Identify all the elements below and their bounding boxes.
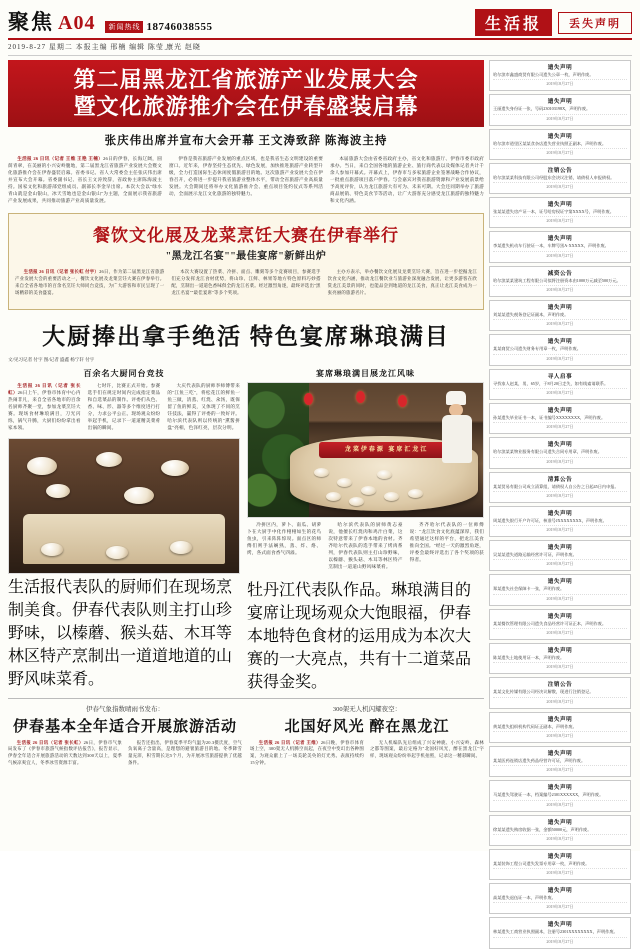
classified-ad-title: 遗失声明 [547,65,573,71]
section3-subhead-right: 宴席琳琅满目展龙江风味 [316,368,415,378]
classified-ad-date: 2019年8月27日 [493,594,627,602]
classified-ad [489,883,631,914]
section3-right-columns [247,518,484,577]
classified-ad-date: 2019年8月27日 [493,319,627,327]
classified-ad [489,437,631,468]
classified-ad-date: 2019年8月27日 [493,354,627,362]
lantern-icon [356,391,365,403]
article-text: 26日晚，伊春市体育场上空，300架无人机腾空而起，在夜空中变幻出各种图案，为观众献上了一场美轮美奂的灯光秀。表演持续约15分钟。 [250,739,364,765]
article-text: 无人机编队先后组成了兴安神鹿、小兴安岭、森林之都等图案，最后定格为"北国好风光，醉在黑龙江"字样，现场观众纷纷举起手机拍照，记录这一精彩瞬间。 [370,739,484,759]
classified-ad-date: 2019年8月27日 [493,662,627,670]
dish [408,489,423,498]
classified-ad-date: 2019年8月27日 [493,251,627,259]
hotline-badge: 新闻热线 [105,21,143,33]
article-text: 大庆代表队的厨师李师傅带来的"江鱼三吃"，将松花江的鲜鱼一鱼三做，清蒸、红烧、氽汤，既保留了鱼的鲜美，又体现了不同的烹饪技法，赢得了评委的一致好评。哈尔滨代表队则以传统的"熏酱拼盘"亮相，色泽红亮，层次分明。 [167,382,241,431]
article-column [88,382,161,434]
classified-ad [489,472,631,503]
masthead-left [8,6,212,36]
classified-ad-date: 2019年8月27日 [493,422,627,430]
classified-ad-title: 遗失声明 [547,819,573,826]
classified-ad-date: 2019年8月27日 [493,79,627,87]
article-column [370,740,484,769]
classified-ad [489,917,631,948]
classified-ad [489,197,631,228]
chef-face [449,404,463,416]
classified-ad-body: 黄某遗失组织机构代码证正副本，声明作废。 [493,723,577,729]
article-text: 26日上午，伊春市体育中心内热闹非凡，来自全省各地市的百余名厨师齐聚一堂，参加龙菜烹饪大赛。现场食材琳琅满目，刀光闪烁，锅气升腾，大厨们纷纷拿出看家本领。 [8,389,81,431]
section-culinary-exhibition [8,213,484,309]
classified-ad [489,746,631,777]
article-column [167,382,240,434]
classified-ad [489,369,631,400]
article-text: 26日的伊春，长海辽阔，圆荫青翠，在美丽的小兴安岭腹地，第二届黑龙江省旅游产业发展大会暨文化旅游推介会在伊春盛装启幕。省委书记、省人大常委会主任张庆伟出席并宣布大会开幕。省委副书记、省长王文涛致辞，省政协主席陈海波主持。国家文化和旅游部党组成员、副部长李金早出席。本次大会以"绿水青山就是金山银山，冰天雪地也是金山银山"为主题，全面展示我省旅游产业发展成果，共同推动旅游产业高质量发展。 [8,155,162,204]
section3-right [247,365,484,692]
dish [326,492,341,501]
classified-ad-date: 2019年8月27日 [493,182,627,190]
classified-ad-date: 2019年8月27日 [493,834,627,842]
classified-ad-title: 遗失声明 [547,236,573,243]
chef-figure [440,391,474,465]
classified-ad-title: 遗失声明 [547,613,573,620]
lost-notice-header: 丢失声明 [558,12,632,34]
classified-ad-title: 遗失声明 [547,648,573,655]
bottom-story-right [250,704,484,769]
section2-subtitle: "黑龙江名宴""最佳宴席"新鲜出炉 [165,251,327,263]
page-number: A04 [58,12,96,34]
classified-ad-title: 遗失声明 [547,579,573,586]
classified-ad-date: 2019年8月27日 [493,388,627,396]
classified-ad [489,712,631,743]
bottom-story-left [8,704,242,769]
article-text: 26日，作为第二届黑龙江省旅游产业发展大会的重要活动之一，餐饮文化展及龙菜烹饪大赛在伊春举行。来自全省各地市的百余名烹饪大师同台竞技，为广大游客和市民呈现了一场精彩的美食盛宴。 [15,269,165,295]
article-column [328,521,402,573]
classified-ad-body: 某某餐饮管理有限公司遗失食品经营许可证正本，声明作废。 [493,620,607,626]
classified-ad-body: 某某商贸公司遗失财务专用章一枚，声明作废。 [493,346,581,352]
article-text: 七时许，比赛正式开始。参赛选手们在规定时间内完成指定菜品和自选菜品的制作。评委们从色、香、味、形、器等多个维度进行打分，力求公平公正。现场观众纷纷举起手机，记录下一道道精美菜肴出锅的瞬间。 [87,382,161,431]
bottom-left-kicker: 伊春气象指数晴雨书发布： [86,705,164,713]
article-lead: 生活报 26 日讯（记者 王维 王艳 王楠） [17,155,104,161]
classified-ad-title: 遗失声明 [547,888,573,895]
classified-ad [489,643,631,674]
article-column [328,269,477,298]
classified-ad-title: 遗失声明 [547,785,573,792]
photo-caption-left: 生活报代表队的厨师们在现场烹制美食。伊春代表队则主打山珍野味，以榛蘑、猴头菇、木耳等林区特产烹制出一道道地道的山野风味菜肴。 [8,578,233,688]
photo-dishes [8,438,240,574]
classified-ad-body: 哈尔滨市鑫盛商贸有限公司遗失公章一枚，声明作废。 [493,72,594,77]
classified-ad [489,780,631,811]
classified-ad-title: 遗失声明 [547,853,573,860]
classified-ads-column [489,60,631,944]
classified-ad-date: 2019年8月27日 [493,491,627,499]
classified-ad-body: 哈尔滨市道里区某某食杂店遗失营业执照正副本，声明作废。 [493,140,607,146]
bottom-right-columns [250,740,484,769]
page-body [8,60,632,944]
classified-ad-title: 遗失声明 [547,750,573,757]
dish [161,460,189,476]
classified-ad [489,129,631,160]
classified-ad-body: 陈某遗失土地使用证一本，声明作废。 [493,655,565,661]
article-column [330,155,484,207]
classified-ad-title: 遗失声明 [547,442,573,449]
section3-left [8,365,240,692]
classified-ad [489,94,631,125]
classified-ad-body: 郑某遗失社会保障卡一张，声明作废。 [493,586,565,592]
classified-ad [489,506,631,537]
section2-columns [15,266,477,302]
dish [349,497,364,506]
classified-ad-date: 2019年8月27日 [493,731,627,739]
dish [124,487,154,504]
chef-hat [446,391,466,405]
article-column [247,521,321,573]
classified-ad-body: 马某遗失驾驶证一本，档案编号2301XXXXXX，声明作废。 [493,792,604,798]
classified-ad-title: 遗失声明 [547,339,573,346]
classified-ad-title: 遗失声明 [547,99,573,106]
banquet-banner-text: 龙菜伊春源 宴席汇龙江 [344,446,429,453]
classified-ad-body: 孙某遗失毕业证书一本，证书编号XXXXXXXX，声明作废。 [493,414,606,420]
classified-ad-title: 清算公告 [547,476,573,483]
article-column [128,740,242,769]
classified-ad [489,677,631,708]
article-lead: 生活报 26 日讯（记者 张长虹） [16,739,84,745]
classified-ad [489,403,631,434]
classified-ad-date: 2019年8月27日 [493,216,627,224]
main-column [8,60,484,820]
article-column [15,269,164,298]
classified-ad-body: 哈尔滨某某物业服务有限公司遗失合同专用章，声明作废。 [493,449,602,455]
classified-ad [489,163,631,194]
classified-ad-title: 遗失声明 [547,133,573,140]
classified-ad [489,609,631,640]
bottom-left-columns [8,740,242,769]
article-column [8,382,81,434]
dish [384,492,399,501]
classified-ad-title: 遗失声明 [547,545,573,552]
article-lead: 生活报 26 日讯（记者 王维） [258,739,321,745]
paper-logo: 生活报 [475,9,552,36]
classified-ad-body: 寻找家人赵某，男，65岁，于8月20日走失，如有线索请联系。 [493,380,609,386]
classified-ad-body: 吴某某遗失道路运输经营许可证，声明作废。 [493,552,577,558]
classified-ad-body: 某某贸易有限公司成立清算组，请债权人自公告之日起45日内申报。 [493,483,619,489]
article-text: 伊春是我省旅游产业发展的重点区域，也是我省生态文明建设的重要窗口。近年来，伊春坚持生态优先、绿色发展，加快推进旅游产业转型升级，全力打造国际生态休闲度假旅游目的地。这次旅游产业发展大会在伊春召开，必将进一步提升我省旅游业整体水平，带动全省旅游产业高质量发展。大会期间还将举办文化旅游推介会、重点项目签约仪式等系列活动，全面展示龙江文化旅游的独特魅力。 [169,155,323,197]
classified-ad [489,574,631,605]
classified-ad-body: 哈尔滨某某建筑工程有限公司拟将注册资本由1000万元减至500万元。 [493,277,621,283]
classified-ad-title: 减资公告 [547,270,573,277]
classified-ad-body: 某某文化传媒有限公司经决议解散，现进行注销登记。 [493,689,594,695]
classified-ad-date: 2019年8月27日 [493,765,627,773]
section3-byline: 文/见习记者 付宇 图/记者 盛鑫 杨宁轩 付宇 [8,356,95,362]
article-lead: 生活报 26 日讯（记者 张长虹 付宇） [23,269,100,275]
banquet-banner [319,442,455,458]
bottom-right-title: 北国好风光 醉在黑龙江 [284,718,450,735]
classified-ad-title: 寻人启事 [547,373,573,380]
classified-ad-date: 2019年8月27日 [493,148,627,156]
article-text: 报告还指出，伊春夏季平均气温为20.3摄氏度，空气负氧离子含量高，是理想的避暑旅游目的地。冬季降雪量充沛，积雪期长达5个月，为开展冰雪旅游提供了优越条件。 [128,739,242,765]
classified-ad-body: 李某遗失机动车行驶证一本，车牌号黑A·XXXXX，声明作废。 [493,243,609,249]
article-column [171,269,320,298]
bottom-left-title: 伊春基本全年适合开展旅游活动 [12,718,237,735]
article-text: 哈尔滨代表队的厨师黄志豪说，他擅长红烧肉和鸡汁白菜，这次特意带来了伊春本地的食材。齐齐哈尔代表队的选手带来了烤肉系列，伊春代表队则主打山珍野味，以榛蘑、猴头菇、木耳等林区特产烹制出一道道山野风味菜肴。 [328,521,403,570]
classified-ad [489,540,631,571]
photo-caption-right: 牡丹江代表队作品。琳琅满目的宴席让现场观众大饱眼福，伊春本地特色食材的运用成为本次大赛的一大亮点，共有十二道菜品获得金奖。 [247,581,472,691]
classified-ad [489,815,631,846]
classified-ad-date: 2019年8月27日 [493,457,627,465]
article-text: 本次大赛设置了热菜、冷拼、面点、雕刻等多个竞赛项目，参赛选手们充分发挥龙江食材优势，将山珍、江鲜、林果等地方特色原料巧妙搭配，烹制出一道道色香味俱全的龙江名菜。经过激烈角逐，最终评选出"黑龙江名宴""最佳宴席"等多个奖项。 [171,269,321,295]
classified-ad-body: 徐某某遗失购房收据一张，金额50000元，声明作废。 [493,826,592,832]
article-text: 本届旅游大会由省委省政府主办，省文化和旅游厅、伊春市委市政府承办。当日，来自全国各地的旅游企业、旅行商代表以及媒体记者共计千余人参加开幕式。开幕式上，伊春市与多家旅游企业签署战略合作协议，一批重点旅游项目落户伊春。与会嘉宾对我省旅游资源和产业发展前景给予高度评价，认为龙江旅游大有可为、未来可期。大会还同期举办了旅游商品展销、特色美食节等活动，让广大游客充分感受龙江旅游的独特魅力和文化内涵。 [330,155,484,204]
classified-ad-date: 2019年8月27日 [493,628,627,636]
classified-ad-title: 遗失声明 [547,202,573,209]
classified-ad-date: 2019年8月27日 [493,902,627,910]
section3-body [8,365,484,692]
hotline-number: 18746038555 [146,21,213,33]
bottom-right-kicker: 300架无人机闪耀夜空： [332,705,402,713]
article-column [8,740,122,769]
dish [170,541,192,554]
classified-ad [489,231,631,262]
classified-ad-date: 2019年8月27日 [493,937,627,945]
classified-ad-body: 张某某遗失房产证一本，证号哈房权证字第XXXX号，声明作废。 [493,209,614,215]
classified-ad [489,266,631,297]
bottom-stories [8,698,484,769]
classified-ad-date: 2019年8月27日 [493,868,627,876]
hero-subheadline: 张庆伟出席并宣布大会开幕 王文涛致辞 陈海波主持 [104,134,388,147]
classified-ad-title: 注销公告 [547,167,573,174]
hero-headline-line2: 暨文化旅游推介会在伊春盛装启幕 [73,93,419,119]
article-text: 齐齐哈尔代表队的一位师傅说："龙江饮食文化底蕴深厚，我们希望通过这样的平台，把龙江美食推向全国。"经过一天的激烈角逐，评委会最终评选出了各个奖项的获得者。 [409,521,484,563]
article-text: 冷拼区内，萝卜、南瓜、胡萝卜在大厨手中化作栩栩如生的花鸟鱼虫，引来阵阵惊叹。面点区的师傅们则手法娴熟，蒸、炸、烙、烤，各式面食香气四溢。 [247,521,322,556]
classified-ad-date: 2019年8月27日 [493,697,627,705]
section3-title: 大厨捧出拿手绝活 特色宴席琳琅满目 [42,323,450,349]
article-lead: 生活报 26 日讯（记者 张长虹） [8,382,81,395]
hero-banner [8,60,484,127]
classified-ad [489,60,631,91]
article-text: 主办方表示，举办餐饮文化展及龙菜烹饪大赛，旨在进一步挖掘龙江饮食文化内涵，推动龙江餐饮业与旅游业深度融合发展，让更多游客在欣赏龙江美景的同时，也能品尝到地道的龙江美食，真正让龙江美食成为一张亮丽的旅游名片。 [327,269,477,295]
article-column [410,521,484,573]
classified-ad-title: 遗失声明 [547,510,573,517]
hero-article-columns [8,152,484,211]
classified-ad-date: 2019年8月27日 [493,114,627,122]
masthead [8,6,632,40]
page-title: 聚焦 [8,10,54,34]
classified-ad-body: 高某遗失退伍证一本，声明作废。 [493,895,556,901]
classified-ad-body: 林某遗失工商营业执照副本，注册号2301XXXXXXXX，声明作废。 [493,929,618,935]
chef-coat [442,415,472,463]
hotline [105,21,212,33]
masthead-subline: 2019-8-27 星期二 本报主编 邢楠 编辑 陈莹 ِ康光 赵晓 [8,40,632,56]
classified-ad-body: 哈尔滨某某科技有限公司经股东会决议注销，请债权人申报债权。 [493,174,615,180]
section3-left-columns [8,382,240,438]
classified-ad-date: 2019年8月27日 [493,559,627,567]
dish [314,468,329,477]
classified-ad-title: 遗失声明 [547,407,573,414]
classified-ad-title: 遗失声明 [547,716,573,723]
masthead-right [475,9,632,36]
classified-ads-list [489,60,631,944]
classified-ad [489,334,631,365]
dish [46,484,70,498]
article-text: 26日，伊春市气象局发布了《伊春市旅游气候指数评估报告》，报告显示，伊春全年适合开展旅游活动的天数达到300天以上，夏季气候凉爽宜人，冬季冰雪资源丰富。 [8,739,122,765]
section2-title: 餐饮文化展及龙菜烹饪大赛在伊春举行 [93,226,399,246]
article-column [169,155,323,207]
classified-ad-body: 王丽遗失身份证一张，号码230103198X，声明作废。 [493,106,591,112]
dish [106,546,128,559]
classified-ad-title: 遗失声明 [547,922,573,929]
classified-ad [489,849,631,880]
section3-subhead-left: 百余名大厨同台竞技 [83,368,165,378]
classified-ad-body: 某某装饰工程公司遗失发票专用章一枚，声明作废。 [493,860,590,866]
classified-ad-date: 2019年8月27日 [493,800,627,808]
classified-ad [489,300,631,331]
article-column [250,740,364,769]
hero-headline-line1: 第二届黑龙江省旅游产业发展大会 [73,67,419,92]
classified-ad-date: 2019年8月27日 [493,285,627,293]
classified-ad-body: 周某遗失银行开户许可证，核准号JXXXXXXXX，声明作废。 [493,517,607,523]
article-column [8,155,162,207]
photo-banquet [247,382,484,518]
classified-ad-title: 遗失声明 [547,305,573,312]
classified-ad-date: 2019年8月27日 [493,525,627,533]
classified-ad-title: 注销公告 [547,682,573,689]
classified-ad-body: 刘某某遗失税务登记证副本，声明作废。 [493,312,569,318]
classified-ad-body: 某某医药连锁店遗失药品经营许可证，声明作废。 [493,757,586,763]
